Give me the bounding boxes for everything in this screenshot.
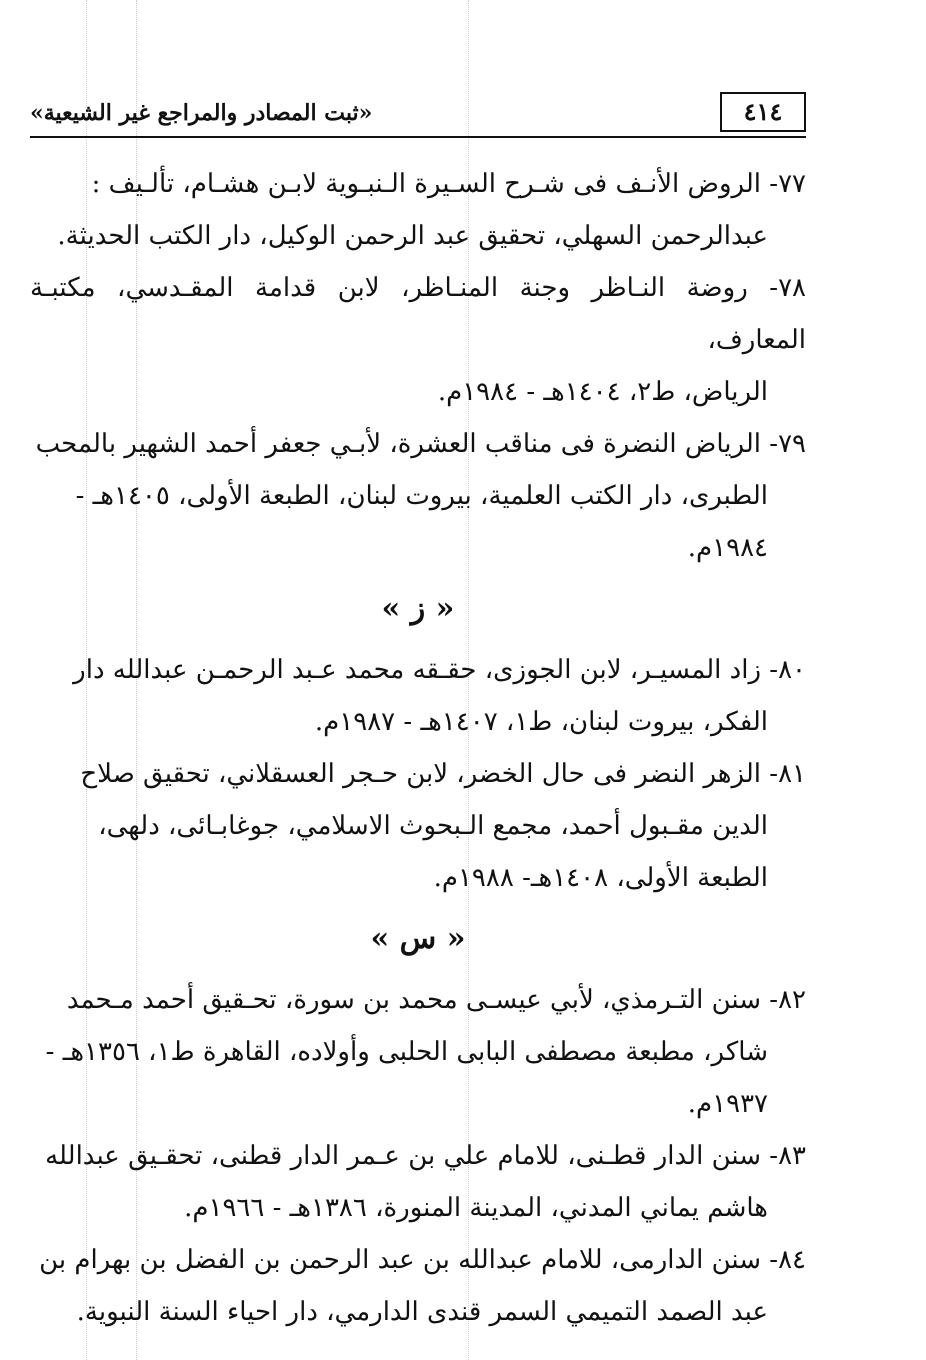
entry-line: الطبعة الأولى، ١٤٠٨هـ- ١٩٨٨م. <box>433 863 768 893</box>
entry-line: ٧٩- الرياض النضرة فى مناقب العشرة، لأبـي جعفر أحمد الشهير بالمحب <box>35 429 806 459</box>
page-number: ٤١٤ <box>720 92 806 132</box>
entry-line: ٨٤- سنن الدارمى، للامام عبدالله بن عبد الرحمن بن الفضل بن بهرام بن <box>39 1245 806 1275</box>
entry-line: ٨٣- سنن الدار قطـنى، للامام علي بن عـمر الدار قطنى، تحقـيق عبدالله <box>45 1141 806 1171</box>
entry-line: ٨١- الزهر النضر فى حال الخضر، لابن حـجر العسقلاني، تحقيق صلاح <box>80 759 806 789</box>
page-header <box>30 92 806 138</box>
entry-line: ٧٨- روضة النـاظر وجنة المنـاظر، لابن قدامة المقـدسي، مكتبـة المعارف، <box>30 273 806 355</box>
bibliography-entry <box>30 748 806 904</box>
bibliography-entry <box>30 1130 806 1234</box>
entry-line: الرياض، ط٢، ١٤٠٤هـ - ١٩٨٤م. <box>437 377 768 407</box>
header-rule <box>30 136 806 138</box>
section-heading-sin: « س » <box>370 921 466 956</box>
entry-line: الفكر، بيروت لبنان، ط١، ١٤٠٧هـ - ١٩٨٧م. <box>314 707 768 737</box>
entry-line: عبد الصمد التميمي السمر قندى الدارمي، دار احياء السنة النبوية. <box>76 1297 768 1327</box>
bibliography-entry <box>30 974 806 1130</box>
entry-line: ١٩٣٧م. <box>687 1089 768 1119</box>
entry-line: هاشم يماني المدني، المدينة المنورة، ١٣٨٦هـ - ١٩٦٦م. <box>184 1193 768 1223</box>
bibliography-entry <box>30 262 806 418</box>
section-heading-zay: « ز » <box>381 591 455 626</box>
bibliography-entry <box>30 1234 806 1338</box>
entry-line: الدين مقـبول أحمد، مجمع الـبحوث الاسلامي، جوغابـائى، دلهى، <box>98 811 768 841</box>
entry-line: عبدالرحمن السهلي، تحقيق عبد الرحمن الوكيل، دار الكتب الحديثة. <box>57 221 768 251</box>
bibliography-entry <box>30 158 806 262</box>
entry-line: شاكر، مطبعة مصطفى البابى الحلبى وأولاده، القاهرة ط١، ١٣٥٦هـ - <box>45 1037 768 1067</box>
entry-line: ١٩٨٤م. <box>687 533 768 563</box>
entry-line: ٧٧- الروض الأنـف فى شـرح السـيرة الـنبـوية لابـن هشـام، تألـيف : <box>91 169 806 199</box>
bibliography-entry <box>30 418 806 574</box>
bibliography-entry <box>30 644 806 748</box>
entry-line: ٨٠- زاد المسيـر، لابن الجوزى، حقـقه محمد عـبد الرحمـن عبدالله دار <box>73 655 806 685</box>
running-title: «ثبت المصادر والمراجع غير الشيعية» <box>30 100 373 126</box>
bibliography-list <box>30 158 806 1338</box>
entry-line: الطبرى، دار الكتب العلمية، بيروت لبنان، الطبعة الأولى، ١٤٠٥هـ - <box>75 481 768 511</box>
entry-line: ٨٢- سنن التـرمذي، لأبي عيسـى محمد بن سورة، تحـقيق أحمد مـحمد <box>66 985 806 1015</box>
